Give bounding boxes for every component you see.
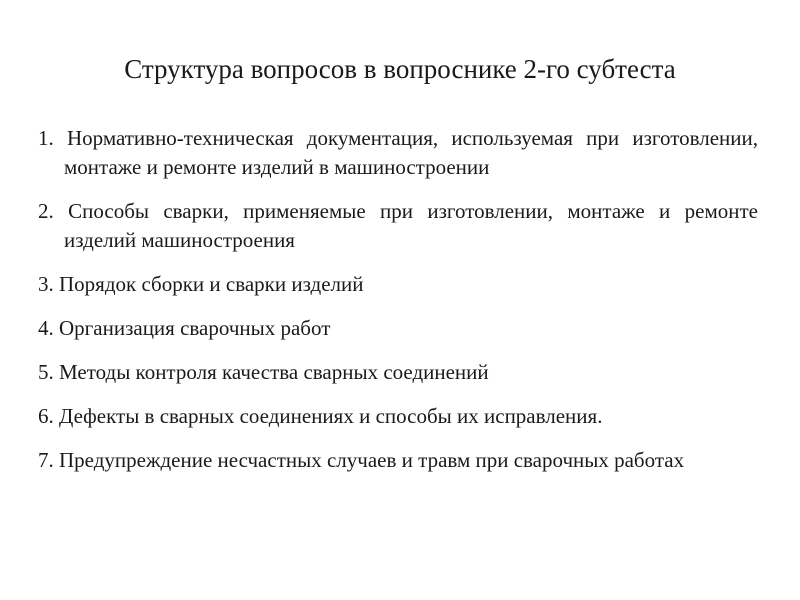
item-text: Методы контроля качества сварных соединений [59, 360, 489, 384]
list-item [38, 446, 758, 475]
question-list [38, 124, 758, 490]
item-text: Нормативно-техническая документация, используемая при изготовлении, монтаже и ремонте изделий в машиностроении [64, 126, 758, 179]
item-number: 2. [38, 199, 54, 223]
list-item [38, 124, 758, 182]
list-item [38, 270, 758, 299]
list-item [38, 314, 758, 343]
list-item [38, 197, 758, 255]
item-text: Дефекты в сварных соединениях и способы их исправления. [59, 404, 603, 428]
item-text: Организация сварочных работ [59, 316, 331, 340]
list-item [38, 358, 758, 387]
list-item [38, 402, 758, 431]
item-number: 5. [38, 360, 54, 384]
item-number: 6. [38, 404, 54, 428]
item-number: 7. [38, 448, 54, 472]
item-text: Предупреждение несчастных случаев и травм при сварочных работах [59, 448, 685, 472]
slide-title: Структура вопросов в вопроснике 2-го субтеста [124, 54, 676, 84]
item-number: 1. [38, 126, 54, 150]
item-number: 3. [38, 272, 54, 296]
item-number: 4. [38, 316, 54, 340]
item-text: Порядок сборки и сварки изделий [59, 272, 364, 296]
item-text: Способы сварки, применяемые при изготовлении, монтаже и ремонте изделий машиностроения [64, 199, 758, 252]
